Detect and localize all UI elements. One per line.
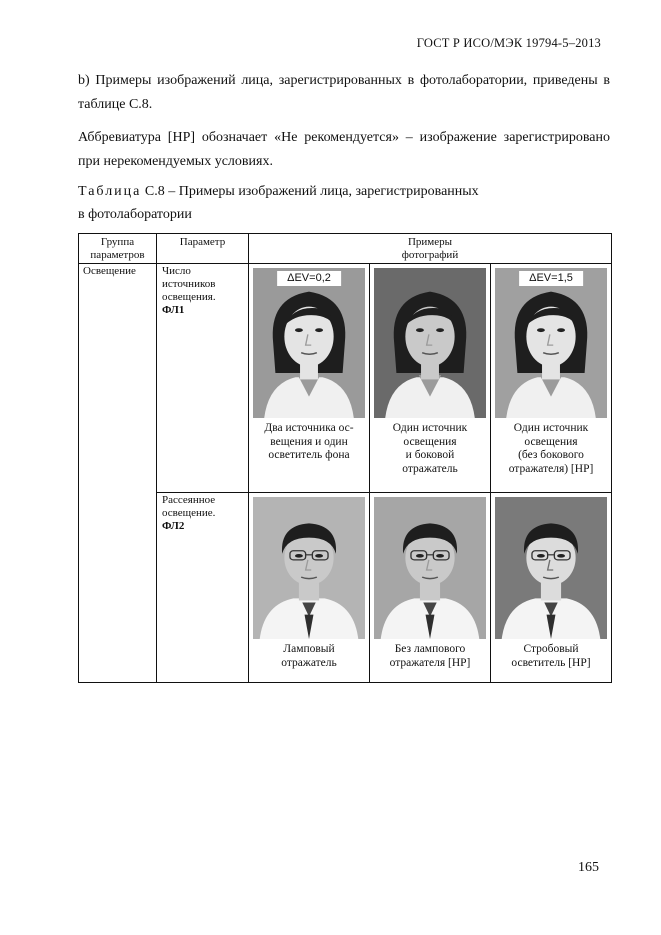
photo-description: Ламповый отражатель (281, 643, 337, 669)
table-row (79, 264, 612, 493)
photos-cell-fl2 (249, 493, 612, 683)
photo-row (249, 493, 611, 682)
group-cell: Освещение (79, 264, 157, 683)
photo-description: Два источника ос- вещения и один осветитель фона (264, 422, 354, 461)
photo-example (490, 264, 611, 492)
parameter-cell-fl1: Число источников освещения. ФЛ1 (157, 264, 249, 493)
table-caption (78, 180, 479, 226)
face-photo (495, 497, 607, 639)
paragraph-intro: b) Примеры изображений лица, зарегистрированных в фотолаборатории, приведены в таблице С.8. (78, 73, 610, 112)
exposure-label: ΔEV=0,2 (277, 271, 341, 286)
photo-example (369, 264, 490, 492)
page-number: 165 (578, 860, 599, 875)
photo-row (249, 264, 611, 492)
header-parameter: Параметр (157, 234, 249, 264)
face-photo (253, 497, 365, 639)
header-group: Группа параметров (79, 234, 157, 264)
table-row (79, 493, 612, 683)
parameter-code: ФЛ1 (162, 304, 185, 316)
photo-description: Один источник освещения и боковой отражатель (392, 422, 468, 475)
paragraph-abbreviation: Аббревиатура [НР] обозначает «Не рекомендуется» – изображение зарегистрировано при нерекомендуемых условиях. (78, 130, 610, 169)
examples-table (78, 233, 612, 683)
photo-description: Стробовый осветитель [НР] (511, 643, 591, 669)
face-photo (253, 268, 365, 418)
parameter-cell-fl2: Рассеянное освещение. ФЛ2 (157, 493, 249, 683)
photo-example (490, 493, 611, 682)
caption-title-line1: – Примеры изображений лица, зарегистрированных (168, 184, 479, 199)
photo-description: Один источник освещения (без бокового отражателя) [НР] (508, 422, 594, 475)
photo-description: Без лампового отражателя [НР] (389, 643, 471, 669)
photo-example (249, 264, 369, 492)
document-header: ГОСТ Р ИСО/МЭК 19794-5–2013 (416, 36, 601, 50)
header-examples: Примеры фотографий (249, 234, 612, 264)
face-photo (495, 268, 607, 418)
caption-number: С.8 (144, 184, 165, 199)
table-header-row (79, 234, 612, 264)
photo-example (249, 493, 369, 682)
photo-example (369, 493, 490, 682)
caption-title-line2: в фотолаборатории (78, 207, 192, 222)
exposure-label: ΔEV=1,5 (519, 271, 583, 286)
parameter-code: ФЛ2 (162, 520, 185, 532)
photos-cell-fl1 (249, 264, 612, 493)
face-photo (374, 497, 486, 639)
caption-label: Таблица (78, 184, 142, 199)
face-photo (374, 268, 486, 418)
